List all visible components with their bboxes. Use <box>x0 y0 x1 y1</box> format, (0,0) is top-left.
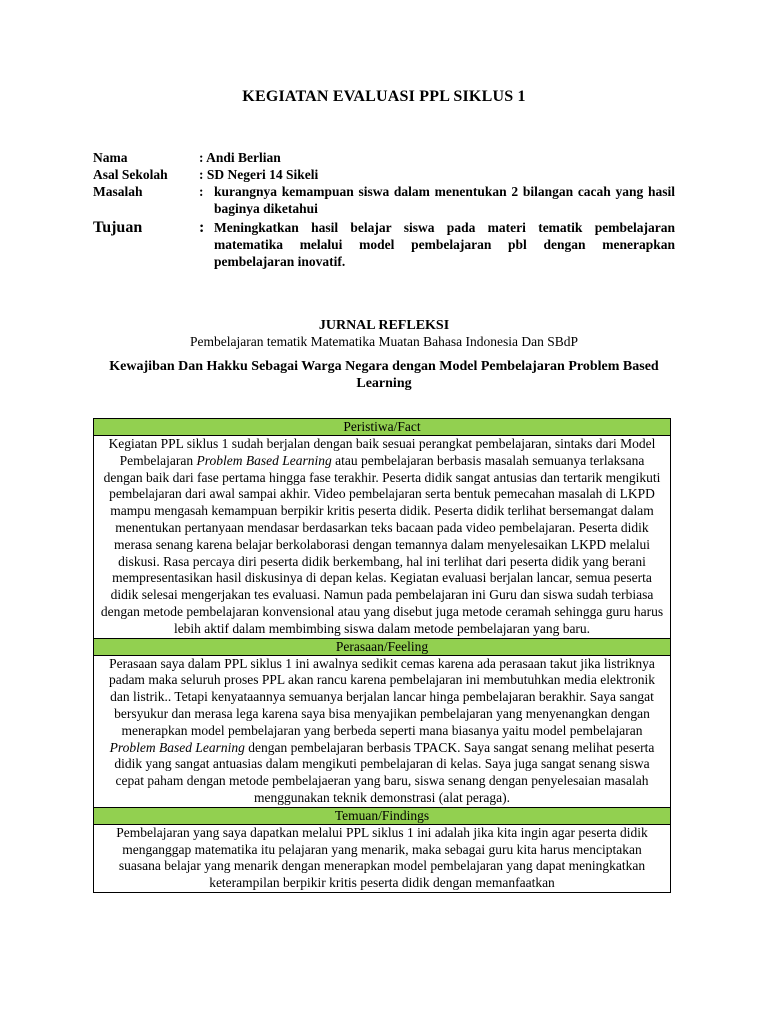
jurnal-topic: Kewajiban Dan Hakku Sebagai Warga Negara dengan Model Pembelajaran Problem Based Learning <box>109 359 659 391</box>
info-row-masalah <box>93 183 675 217</box>
info-block <box>93 149 675 270</box>
fact-header-row <box>94 419 671 436</box>
feeling-text-part-1: Perasaan saya dalam PPL siklus 1 ini awalnya sedikit cemas karena ada perasaan takut jika listriknya padam maka seluruh proses PPL akan rancu karena pembelajaran ini membutuhkan media elektronik dan listrik.. Tetapi kenyataannya semuanya berjalan lancar hinga pembelajaran berakhir. Saya sangat bersyukur dan merasa lega karena saya bisa menyajikan pembelajaran yang menyenangkan dengan menerapkan model pembelajaran yang berbeda seperti mana biasanya yaitu model pembelajaran <box>108 655 656 738</box>
findings-text: Pembelajaran yang saya dapatkan melalui PPL siklus 1 ini adalah jika kita ingin agar peserta didik menganggap matematika itu pelajaran yang menarik, maka sebagai guru kita harus menciptakan suasana belajar yang menarik dengan menerapkan model pembelajaran yang dapat meningkatkan keterampilan berpikir kritis peserta didik dengan memanfaatkan <box>116 824 648 891</box>
feeling-header: Perasaan/Feeling <box>94 638 671 655</box>
fact-body-row <box>94 436 671 639</box>
findings-body-row <box>94 824 671 892</box>
tujuan-value: Meningkatkan hasil belajar siswa pada materi tematik pembelajaran matematika melalui model pembelajaran pbl dengan menerapkan pembelajaran inovatif. <box>214 220 675 269</box>
masalah-value: kurangnya kemampuan siswa dalam menentukan 2 bilangan cacah yang hasil baginya diketahui <box>214 184 675 216</box>
masalah-label: Masalah <box>93 184 143 199</box>
findings-cell <box>94 824 671 892</box>
fact-header: Peristiwa/Fact <box>94 419 671 436</box>
info-row-sekolah <box>93 166 675 183</box>
tujuan-colon: : <box>199 219 205 236</box>
fact-text-italic: Problem Based Learning <box>196 452 332 468</box>
info-row-nama <box>93 149 675 166</box>
fact-text <box>94 436 671 639</box>
findings-header: Temuan/Findings <box>94 807 671 824</box>
feeling-text-italic: Problem Based Learning <box>109 739 245 755</box>
fact-text-part-1: Kegiatan PPL siklus 1 sudah berjalan dengan baik sesuai perangkat pembelajaran, sintaks dari Model Pembelajaran <box>108 436 656 468</box>
nama-label: Nama <box>93 150 128 165</box>
sekolah-value: : SD Negeri 14 Sikeli <box>199 167 319 182</box>
feeling-text <box>94 655 671 807</box>
feeling-body-row <box>94 655 671 807</box>
jurnal-subtitle: Pembelajaran tematik Matematika Muatan Bahasa Indonesia Dan SBdP <box>189 334 579 349</box>
nama-value: : Andi Berlian <box>199 150 281 165</box>
sekolah-label: Asal Sekolah <box>93 167 168 182</box>
jurnal-title: JURNAL REFLEKSI <box>318 318 450 333</box>
document-title: KEGIATAN EVALUASI PPL SIKLUS 1 <box>242 88 526 105</box>
tujuan-label: Tujuan <box>93 219 143 236</box>
info-row-tujuan <box>93 219 675 270</box>
masalah-colon: : <box>199 184 204 199</box>
reflection-table <box>93 418 671 893</box>
fact-text-part-2: atau pembelajaran berbasis masalah semuanya terlaksana dengan baik dari fase pertama hingga fase terakhir. Peserta didik sangat antusias dan tertarik mengikuti pembelajaran dari awal sampai akhir. Video pembelajaran serta bentuk pemecahan masalah di LKPD mampu mengasah kemampuan berpikir kritis peserta didik. Peserta didik terlihat bersemangat dalam menentukan pertanyaan mendasar berdasarkan teks bacaan pada video pembelajaran. Peserta didik merasa senang karena belajar berkolaborasi dengan temannya dalam menyelesaikan LKPD melalui diskusi. Rasa percaya diri peserta didik berkembang, hal ini terlihat dari peserta didik yang berani mempresentasikan hasil diskusinya di depan kelas. Kegiatan evaluasi berjalan lancar, semua peserta didik selesai mengerjakan tes evaluasi. Namun pada pembelajaran ini Guru dan siswa sudah terbiasa dengan metode pembelajaran konvensional atau yang disebut juga metode ceramah sehingga guru harus lebih aktif dalam membimbing siswa dalam metode pembelajaran yang baru. <box>100 452 664 636</box>
findings-header-row <box>94 807 671 824</box>
feeling-header-row <box>94 638 671 655</box>
feeling-text-part-2: dengan pembelajaran berbasis TPACK. Saya sangat senang melihat peserta didik yang sangat antuasias dalam mengikuti pembelajaran di kelas. Saya juga sangat senang siswa cepat paham dengan metode pembelajaeran yang baru, siswa senang dengan penyelesaian masalah menggunakan teknik demonstrasi (alat peraga). <box>114 739 655 805</box>
